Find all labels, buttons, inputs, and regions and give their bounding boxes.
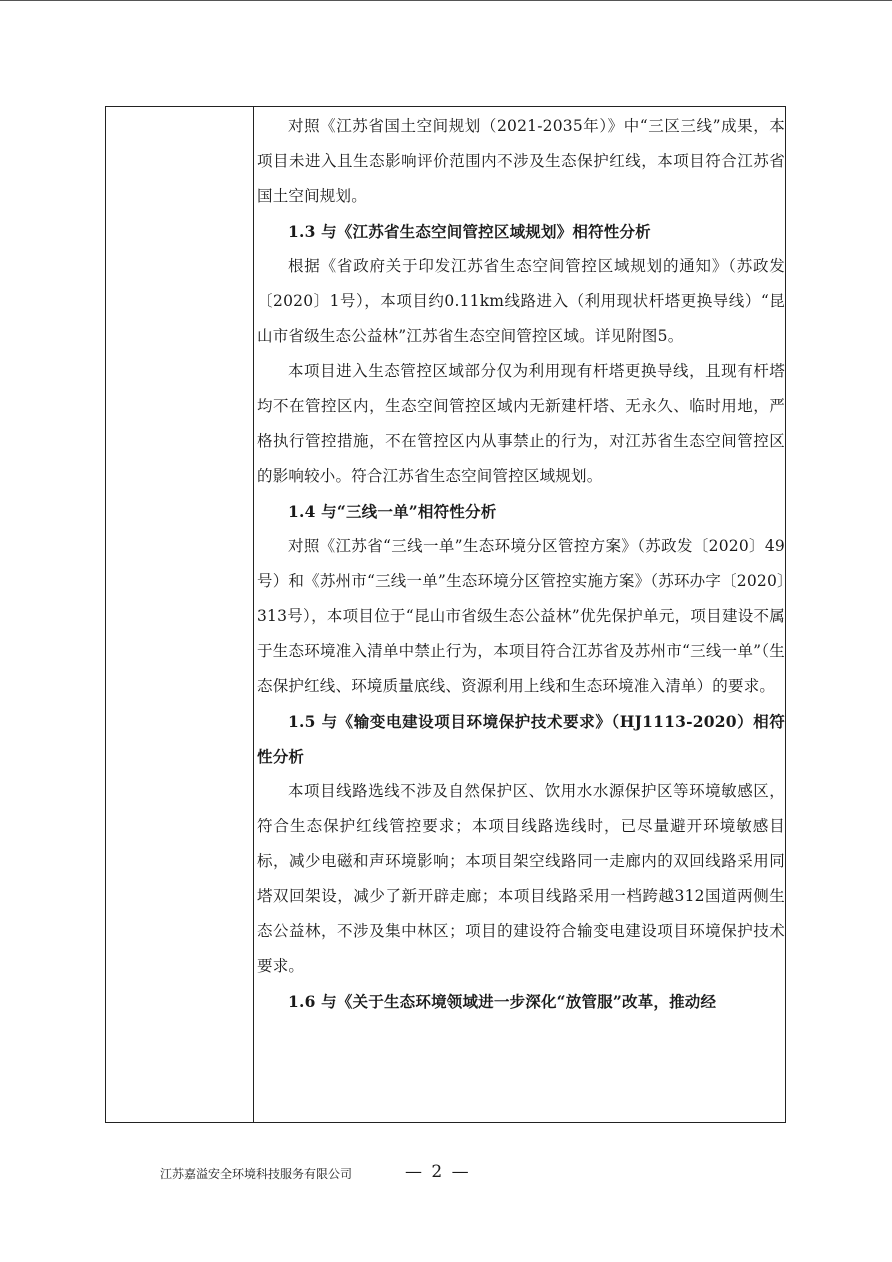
document-table [105, 106, 786, 1123]
top-rule [0, 0, 892, 1]
page-number: — 2 — [405, 1162, 471, 1182]
footer-company: 江苏嘉溢安全环境科技服务有限公司 [160, 1167, 353, 1181]
paragraph-eco-control-impact: 本项目进入生态管控区域部分仅为利用现有杆塔更换导线，且现有杆塔均不在管控区内，生态空间管控区域内无新建杆塔、无永久、临时用地，严格执行管控措施，不在管控区内从事禁止的行为，对江苏省生态空间管控区的影响较小。符合江苏省生态空间管控区域规划。 [257, 362, 785, 485]
heading-1-5: 1.5 与《输变电建设项目环境保护技术要求》（HJ1113-2020）相符性分析 [257, 712, 785, 766]
page-footer [0, 1162, 892, 1186]
table-content-cell [254, 107, 785, 1019]
paragraph-territorial-plan: 对照《江苏省国土空间规划（2021-2035年）》中“三区三线”成果，本项目未进入且生态影响评价范围内不涉及生态保护红线，本项目符合江苏省国土空间规划。 [257, 117, 785, 205]
heading-1-4: 1.4 与“三线一单”相符性分析 [288, 502, 497, 521]
heading-1-3: 1.3 与《江苏省生态空间管控区域规划》相符性分析 [288, 222, 651, 241]
paragraph-eco-control-notice: 根据《省政府关于印发江苏省生态空间管控区域规划的通知》（苏政发〔2020〕1号），本项目约0.11km线路进入（利用现状杆塔更换导线）“昆山市省级生态公益林”江苏省生态空间管控区域。详见附图5。 [257, 257, 785, 345]
paragraph-tech-requirements: 本项目线路选线不涉及自然保护区、饮用水水源保护区等环境敏感区，符合生态保护红线管控要求；本项目线路选线时，已尽量避开环境敏感目标，减少电磁和声环境影响；本项目架空线路同一走廊内的双回线路采用同塔双回架设，减少了新开辟走廊；本项目线路采用一档跨越312国道两侧生态公益林，不涉及集中林区；项目的建设符合输变电建设项目环境保护技术要求。 [257, 782, 785, 975]
paragraph-three-lines: 对照《江苏省“三线一单”生态环境分区管控方案》（苏政发〔2020〕49号）和《苏州市“三线一单”生态环境分区管控实施方案》（苏环办字〔2020〕313号），本项目位于“昆山市省级生态公益林”优先保护单元，项目建设不属于生态环境准入清单中禁止行为，本项目符合江苏省及苏州市“三线一单”（生态保护红线、环境质量底线、资源利用上线和生态环境准入清单）的要求。 [257, 537, 785, 695]
table-left-column [106, 107, 254, 1122]
heading-1-6: 1.6 与《关于生态环境领域进一步深化“放管服”改革，推动经 [288, 992, 717, 1011]
